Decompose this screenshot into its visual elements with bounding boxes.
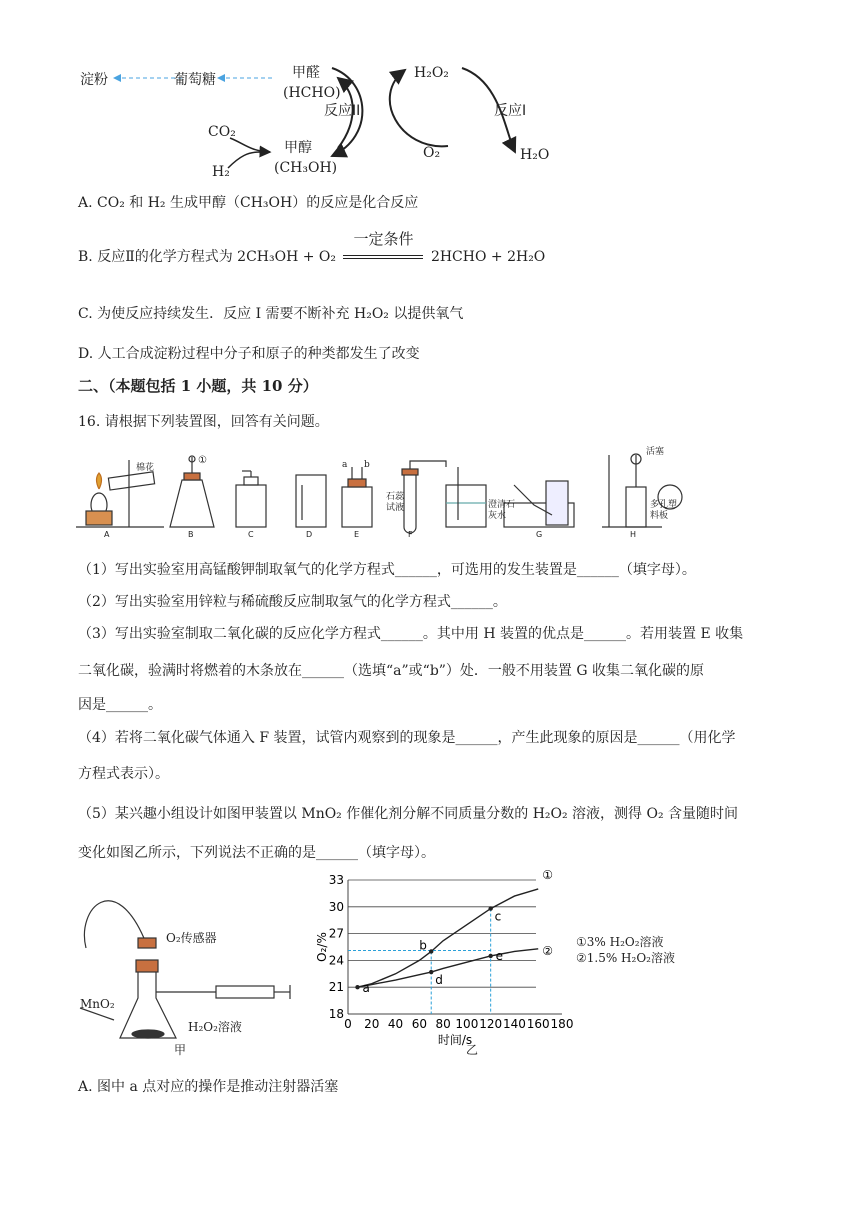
q16-part1: （1）写出实验室用高锰酸钾制取氧气的化学方程式______，可选用的发生装置是______（填字母）。 [78, 562, 696, 578]
sensor-head [138, 938, 156, 948]
point-a [355, 985, 359, 989]
label-b: b [364, 460, 370, 470]
apparatus-b [170, 456, 214, 527]
series-line-1 [358, 889, 539, 987]
x-tick-label: 100 [455, 1017, 479, 1031]
apparatus-letters [74, 530, 694, 542]
x-tick-label: 80 [435, 1017, 451, 1031]
apparatus-svg [74, 445, 694, 540]
y-tick-label: 33 [328, 873, 344, 887]
o2-label: O₂ [423, 145, 441, 161]
apparatus-f [402, 461, 486, 533]
point-label-e: e [495, 948, 504, 963]
option-15b-right: 2HCHO + 2H₂O [430, 249, 546, 265]
valve-label: 活塞 [646, 447, 665, 457]
x-tick-label: 140 [502, 1017, 526, 1031]
sensor-cable [84, 901, 146, 948]
circle-one-label: ① [198, 455, 207, 466]
series-marker-1: ① [542, 868, 553, 882]
option-15d: D. 人工合成淀粉过程中分子和原子的种类都发生了改变 [78, 346, 420, 362]
label-a: a [342, 460, 348, 470]
glucose-label: 葡萄糖 [174, 72, 216, 88]
x-tick-label: 120 [479, 1017, 503, 1031]
methanol-formula: (CH₃OH) [274, 160, 338, 176]
legend-series-1: ①3% H₂O₂溶液 [576, 935, 664, 949]
y-tick-label: 21 [328, 980, 344, 995]
option-15a: A. CO₂ 和 H₂ 生成甲醇（CH₃OH）的反应是化合反应 [78, 195, 419, 211]
q16-part4-line2: 方程式表示）。 [78, 766, 169, 782]
option-15b [78, 230, 778, 272]
option-15b-condition: 一定条件 [353, 230, 414, 248]
x-tick-label: 0 [344, 1017, 352, 1031]
point-label-a: a [362, 981, 370, 996]
catalyst [132, 1030, 164, 1038]
q16-stem: 16. 请根据下列装置图，回答有关问题。 [78, 414, 329, 430]
h2o-label: H₂O [520, 147, 550, 163]
point-c [488, 906, 492, 910]
letter-b: B [188, 530, 194, 539]
double-equals [343, 255, 423, 259]
porous-label: 多孔塑料板 [650, 500, 678, 521]
option-15b-condition-box [340, 230, 426, 272]
methanol-label: 甲醇 [284, 140, 312, 156]
series-line-2 [358, 949, 539, 987]
h2-curve [228, 152, 260, 168]
co2-label: CO₂ [208, 124, 236, 140]
figure-yi-caption: 乙 [466, 1043, 479, 1057]
reaction1-label: 反应I [494, 103, 527, 119]
point-d [429, 970, 433, 974]
letter-h: H [630, 530, 637, 539]
q16-part5-line2: 变化如图乙所示，下列说法不正确的是______（填字母）。 [78, 845, 435, 861]
q16-part5-line1: （5）某兴趣小组设计如图甲装置以 MnO₂ 作催化剂分解不同质量分数的 H₂O₂ 溶液，测得 O₂ 含量随时间 [78, 806, 739, 822]
starch-label: 淀粉 [80, 72, 108, 88]
point-label-d: d [435, 973, 443, 988]
formaldehyde-formula: (HCHO) [283, 85, 341, 101]
y-tick-label: 18 [328, 1007, 344, 1021]
legend-series-2: ②1.5% H₂O₂溶液 [576, 951, 675, 965]
x-tick-label: 40 [387, 1017, 404, 1031]
x-tick-label: 180 [550, 1017, 574, 1031]
option-15c: C. 为使反应持续发生．反应 I 需要不断补充 H₂O₂ 以提供氧气 [78, 306, 464, 322]
cotton-label: 棉花 [136, 463, 155, 473]
option-15b-prefix: B. 反应Ⅱ的化学方程式为 [78, 249, 233, 265]
apparatus-figure [74, 445, 694, 540]
section2-heading: 二、（本题包括 1 小题，共 10 分） [78, 377, 318, 395]
co2-h2-arrow [230, 138, 270, 152]
series-marker-2: ② [542, 943, 553, 958]
q16-part2: （2）写出实验室用锌粒与稀硫酸反应制取氢气的化学方程式______。 [78, 594, 507, 610]
mno2-label: MnO₂ [80, 997, 115, 1011]
sensor-label: O₂传感器 [166, 931, 217, 945]
y-tick-label: 27 [328, 926, 344, 941]
h2o2-label: H₂O₂ [414, 65, 449, 81]
flask-stopper [136, 960, 158, 972]
point-b [429, 949, 433, 953]
option-15b-left: 2CH₃OH + O₂ [237, 249, 337, 265]
x-tick-label: 160 [526, 1017, 550, 1031]
apparatus-e [342, 467, 372, 527]
letter-g: G [536, 530, 543, 539]
y-tick-label: 30 [328, 899, 344, 914]
letter-f: F [408, 530, 413, 539]
figure-jia-caption: 甲 [174, 1043, 187, 1057]
q16-part4-line1: （4）若将二氧化碳气体通入 F 装置，试管内观察到的现象是______，产生此现象的原因是______（用化学 [78, 730, 736, 746]
q16-part3-line2: 二氧化碳，验满时将燃着的木条放在______（选填“a”或“b”）处．一般不用装置 G 收集二氧化碳的原 [78, 663, 705, 679]
syringe-body [216, 986, 274, 998]
litmus-label: 石蕊试液 [386, 492, 405, 513]
x-tick-label: 60 [411, 1017, 427, 1031]
q16-option-a: A. 图中 a 点对应的操作是推动注射器活塞 [78, 1079, 339, 1095]
formaldehyde-label: 甲醛 [292, 65, 320, 81]
h2-label: H₂ [212, 164, 230, 180]
x-tick-label: 20 [364, 1017, 380, 1031]
o2-chart [314, 868, 694, 1068]
letter-e: E [354, 530, 360, 539]
letter-c: C [248, 530, 254, 539]
limewater-label: 澄清石灰水 [488, 500, 516, 521]
apparatus-d [296, 475, 326, 527]
figure-yi [314, 868, 694, 1068]
x-axis-label: 时间/s [437, 1033, 473, 1047]
letter-a: A [104, 530, 110, 539]
letter-d: D [306, 530, 313, 539]
flask [120, 972, 176, 1038]
h2o2-solution-label: H₂O₂溶液 [188, 1020, 242, 1034]
y-axis-label: O₂/% [315, 932, 329, 962]
point-label-b: b [419, 938, 427, 953]
point-e [488, 954, 492, 958]
q16-part3-line1: （3）写出实验室制取二氧化碳的反应化学方程式______。其中用 H 装置的优点是______。若用装置 E 收集 [78, 626, 744, 642]
reaction2-label: 反应II [324, 103, 361, 119]
apparatus-c [236, 471, 266, 527]
y-tick-label: 24 [328, 953, 344, 968]
q16-part3-line3: 因是______。 [78, 697, 162, 713]
point-label-c: c [494, 909, 502, 924]
